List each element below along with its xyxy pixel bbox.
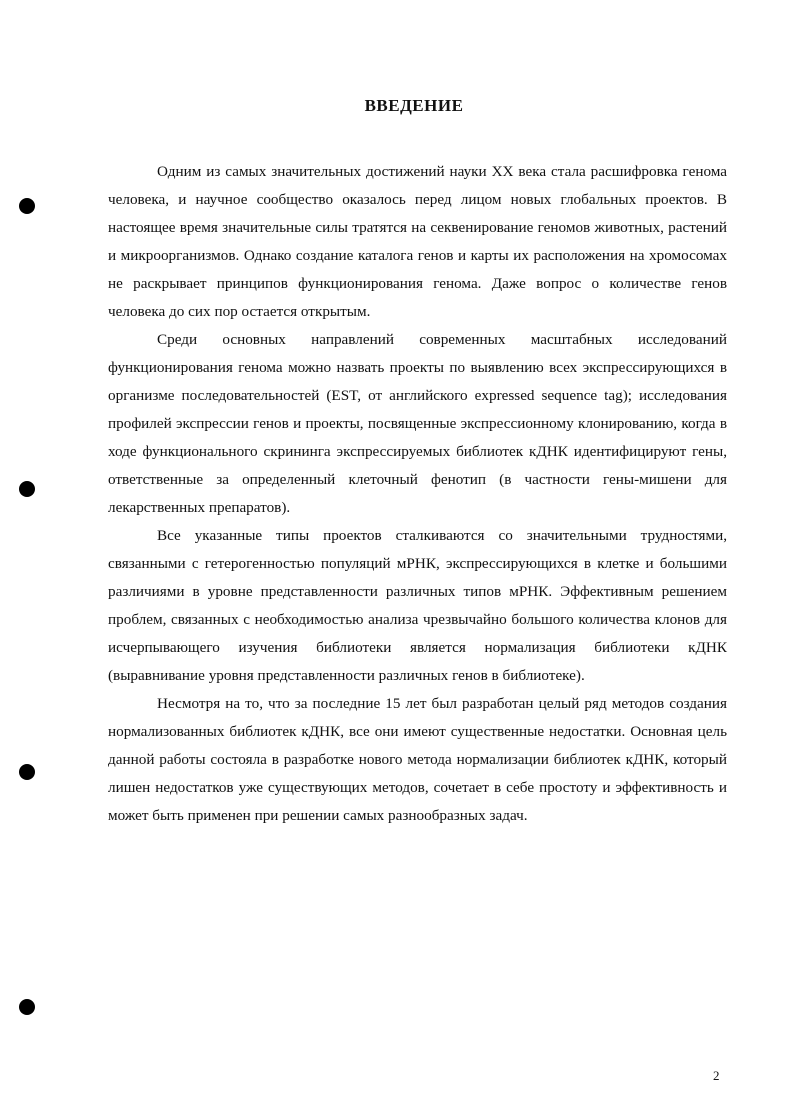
page-title: ВВЕДЕНИЕ	[364, 96, 464, 115]
paragraph-3: Все указанные типы проектов сталкиваются со значительными трудностями, связанными с гетерогенностью популяций мРНК, экспрессирующихся в клетке и большими различиями в уровне представленности различных типов мРНК. Эффективным решением проблем, связанных с необходимостью анализа чрезвычайно большого количества клонов для исчерпывающего изучения библиотеки является нормализация библиотеки кДНК (выравнивание уровня представленности различных генов в библиотеке).	[108, 527, 727, 684]
binder-hole-mark	[19, 999, 35, 1015]
binder-hole-mark	[19, 481, 35, 497]
paragraph-2: Среди основных направлений современных масштабных исследований функционирования генома можно назвать проекты по выявлению всех экспрессирующихся в организме последовательностей (EST, от английского expressed sequence tag); исследования профилей экспрессии генов и проекты, посвященные экспрессионному клонированию, когда в ходе функционального скрининга экспрессируемых библиотек кДНК идентифицируют гены, ответственные за определенный клеточный фенотип (в частности гены-мишени для лекарственных препаратов).	[108, 331, 727, 516]
paragraph-4: Несмотря на то, что за последние 15 лет был разработан целый ряд методов создания нормализованных библиотек кДНК, все они имеют существенные недостатки. Основная цель данной работы состояла в разработке нового метода нормализации библиотек кДНК, который лишен недостатков уже существующих методов, сочетает в себе простоту и эффективность и может быть применен при решении самых разнообразных задач.	[108, 695, 727, 824]
page-number: 2	[713, 1068, 720, 1083]
paragraph-1: Одним из самых значительных достижений науки XX века стала расшифровка генома человека, и научное сообщество оказалось перед лицом новых глобальных проектов. В настоящее время значительные силы тратятся на секвенирование геномов животных, растений и микроорганизмов. Однако создание каталога генов и карты их расположения на хромосомах не раскрывает принципов функционирования генома. Даже вопрос о количестве генов человека до сих пор остается открытым.	[108, 163, 727, 320]
binder-hole-mark	[19, 198, 35, 214]
binder-hole-mark	[19, 764, 35, 780]
body-text	[108, 158, 727, 830]
